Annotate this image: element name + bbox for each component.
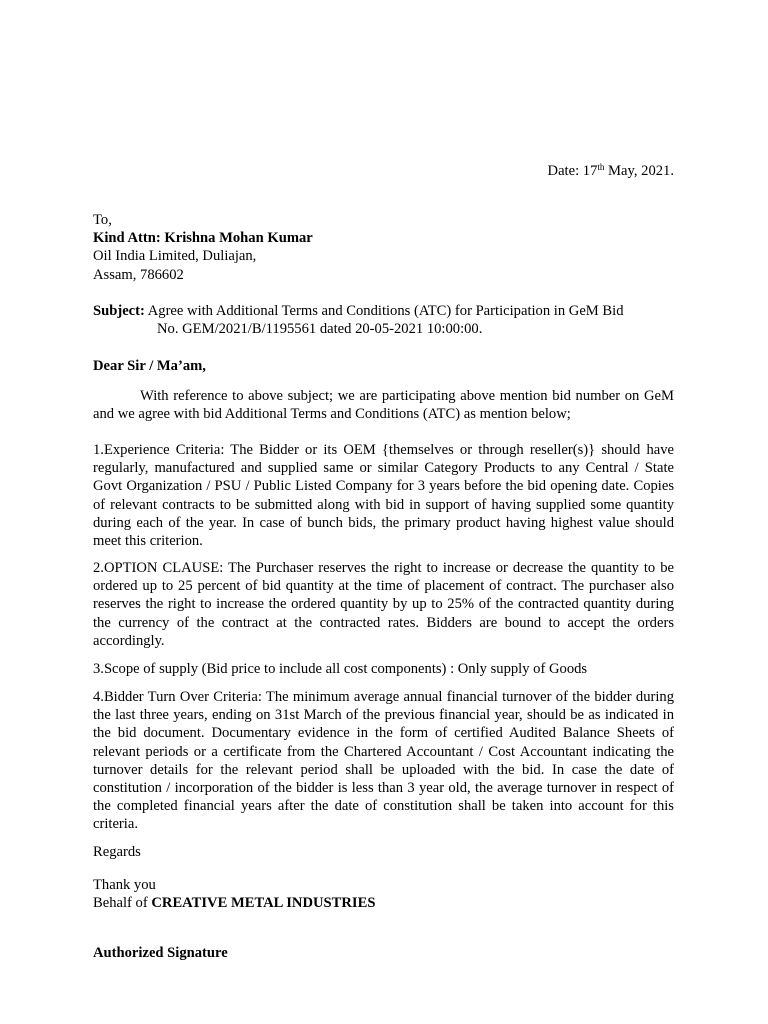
intro-paragraph: With reference to above subject; we are participating above mention bid number on GeM and we agree with bid Additional Terms and Conditions (ATC) as mention below; <box>93 388 674 423</box>
recipient-to: To, <box>93 212 112 228</box>
clause-option: 2.OPTION CLAUSE: The Purchaser reserves the right to increase or decrease the quantity to be ordered up to 25 percent of bid quantity at the time of placement of contract. The purchaser also reserves the right to increase the ordered quantity by up to 25% of the contracted quantity during the currency of the contract at the contracted rates. Bidders are bound to accept the orders accordingly. <box>93 560 674 649</box>
clause-turnover-criteria: 4.Bidder Turn Over Criteria: The minimum average annual financial turnover of the bidder during the last three years, ending on 31st March of the previous financial year, should be as indicated in the bid document. Documentary evidence in the form of certified Audited Balance Sheets of relevant periods or a certificate from the Chartered Accountant / Cost Accountant indicating the turnover details for the relevant period shall be uploaded with the bid. In case the date of constitution / incorporation of the bidder is less than 3 year old, the average turnover in respect of the completed financial years after the date of constitution shall be taken into account for this criteria. <box>93 689 674 833</box>
subject-text: Agree with Additional Terms and Conditions (ATC) for Participation in GeM Bid <box>144 303 624 319</box>
closing-behalf <box>93 894 674 912</box>
authorized-signature: Authorized Signature <box>93 945 228 961</box>
subject-reference: No. GEM/2021/B/1195561 dated 20-05-2021 10:00:00. <box>157 321 483 338</box>
behalf-prefix: Behalf of <box>93 895 152 912</box>
date-suffix: May, 2021. <box>604 163 674 179</box>
recipient-address-line2: Assam, 786602 <box>93 266 184 283</box>
closing-regards: Regards <box>93 844 141 860</box>
recipient-attn: Kind Attn: Krishna Mohan Kumar <box>93 230 313 247</box>
subject-label: Subject: <box>93 303 145 319</box>
date-superscript: th <box>597 162 605 172</box>
subject-block <box>93 302 674 338</box>
recipient-block <box>93 211 674 284</box>
recipient-address-line1: Oil India Limited, Duliajan, <box>93 248 257 265</box>
company-name: CREATIVE METAL INDUSTRIES <box>151 895 376 912</box>
clause-scope-of-supply: 3.Scope of supply (Bid price to include all cost components) : Only supply of Goods <box>93 661 588 677</box>
closing-thanks: Thank you <box>93 877 156 893</box>
letter-date <box>93 162 674 180</box>
date-prefix: Date: 17 <box>547 163 598 179</box>
salutation: Dear Sir / Ma’am, <box>93 358 206 374</box>
closing-block <box>93 876 674 912</box>
clause-experience-criteria: 1.Experience Criteria: The Bidder or its OEM {themselves or through reseller(s)} should have regularly, manufactured and supplied same or similar Category Products to any Central / State Govt Organization / PSU / Public Listed Company for 3 years before the bid opening date. Copies of relevant contracts to be submitted along with bid in support of having supplied some quantity during each of the year. In case of bunch bids, the primary product having highest value should meet this criterion. <box>93 442 674 550</box>
